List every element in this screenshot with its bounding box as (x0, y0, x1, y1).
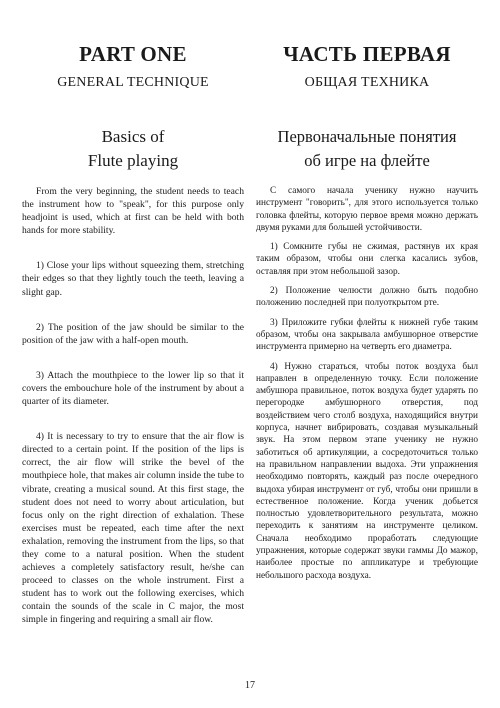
section-title-en-line1: Basics of (101, 127, 165, 146)
subtitle-ru: ОБЩАЯ ТЕХНИКА (304, 75, 430, 90)
paragraph-en-step1: 1) Close your lips without squeezing them, stretching their edges so that they lightly touch the teeth, leaving a slight gap. (22, 260, 244, 298)
paragraph-ru-step3: 3) Приложите губки флейты к нижней губе таким образом, чтобы она закрывала амбушюрное отверстие инструмента примерно на четверть его диаметра. (256, 317, 478, 353)
paragraph-en-step4: 4) It is necessary to try to ensure that the air flow is directed to a certain point. If the position of the lips is correct, the air flow will strike the bevel of the mouthpiece hole, that makes air column inside the tube to vibrate, creating a musical sound. At this first stage, the student does not need to worry about articulation, but focus only on the right direction of exhalation. These exercises must be repeated, each time after the next exhalation, removing the instrument from the lips, so that they come to a natural position. When the student achieves a completely satisfactory result, he/she can proceed to classes on the whole instrument. First a student has to work out the following exercises, which contain the sounds of the scale in C major, the most simple in fingering and requiring a small air flow. (22, 431, 244, 626)
section-title-ru-line1: Первоначальные понятия (277, 127, 457, 146)
paragraph-ru-step2: 2) Положение челюсти должно быть подобно положению последней при полуоткрытом рте. (256, 286, 478, 309)
part-heading-en: PART ONE (79, 42, 187, 66)
section-title-en-line2: Flute playing (87, 151, 179, 170)
paragraph-ru-step4: 4) Нужно стараться, чтобы поток воздуха был направлен в определенную точку. Если положение амбушюра правильное, поток воздуха будет ударять по перегородке амбушюрного отверстия, под воздействием чего столб воздуха, находящийся внутри корпуса, начнет вибрировать, создавая музыкальный звук. На этом первом этапе ученику не нужно заботиться об артикуляции, а сосредоточиться только на правильном направлении выдоха. Эти упражнения необходимо повторять, каждый раз после очередного выдоха убирая инструмент от губ, чтобы они пришли в естественное положение. Когда ученик добьется полностью удовлетворительного результата, можно переходить к занятиям на инструменте целиком. Сначала необходимо проработать следующие упражнения, которые содержат звуки гаммы До мажор, наиболее простые по аппликатуре и требующие небольшого расхода воздуха. (256, 361, 478, 581)
section-title-ru-line2: об игре на флейте (304, 151, 430, 170)
page-number: 17 (245, 680, 255, 691)
subtitle-en: GENERAL TECHNIQUE (57, 75, 209, 90)
paragraph-en-step2: 2) The position of the jaw should be similar to the position of the jaw with a half-open mouth. (22, 321, 244, 346)
paragraph-en-step3: 3) Attach the mouthpiece to the lower lip so that it covers the embouchure hole of the instrument by about a quarter of its diameter. (22, 369, 244, 408)
part-heading-ru: ЧАСТЬ ПЕРВАЯ (283, 42, 451, 66)
paragraph-ru-intro: С самого начала ученику нужно научить инструмент "говорить", для этого используется только головка флейты, которую первое время можно держать двумя руками для большей устойчивости. (256, 186, 478, 233)
paragraph-en-intro: From the very beginning, the student needs to teach the instrument how to "speak", for this purpose only headjoint is used, which at first can be held with both hands for more stability. (22, 186, 244, 237)
section-title-en (22, 125, 244, 173)
russian-column (256, 42, 478, 582)
body-text-ru (256, 185, 478, 582)
english-column (22, 42, 244, 627)
body-text-en (22, 185, 244, 627)
paragraph-ru-step1: 1) Сомкните губы не сжимая, растянув их края таким образом, чтобы они слегка касались зубов, оставляя при этом небольшой зазор. (256, 242, 478, 277)
section-title-ru (256, 125, 478, 173)
